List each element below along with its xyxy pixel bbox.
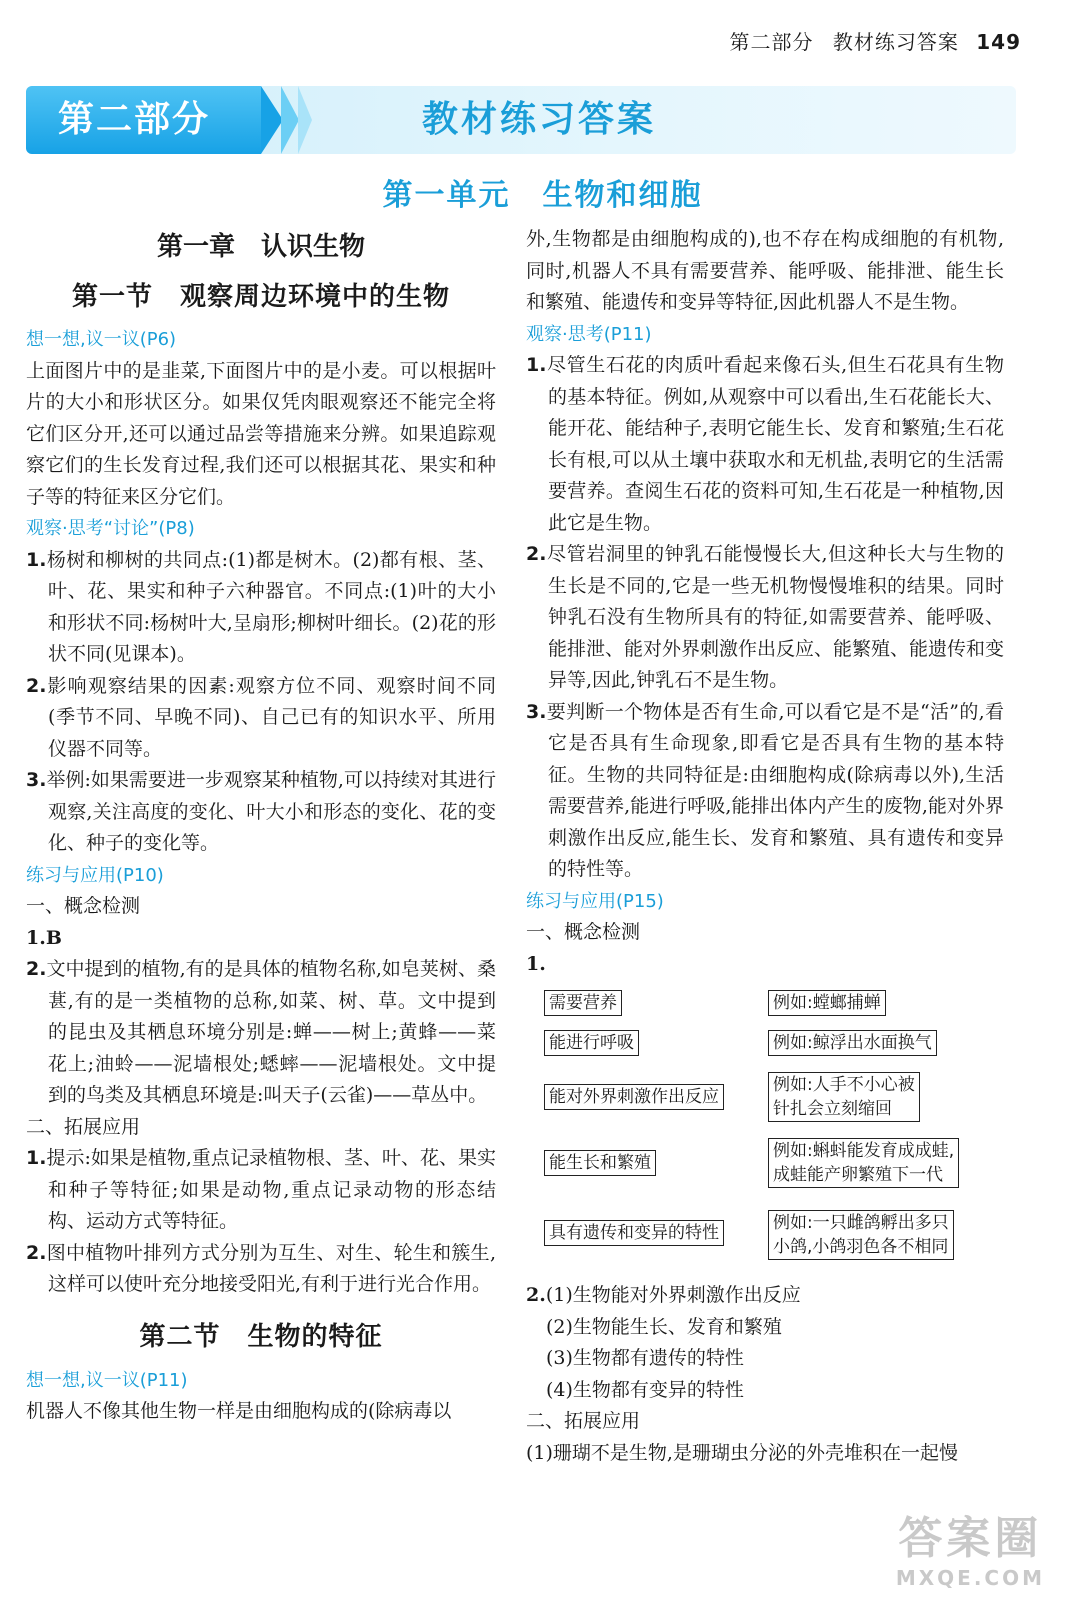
chapter-title: 第一章 认识生物 <box>156 232 365 262</box>
example-box: 例如:一只雌鸽孵出多只 小鸽,小鸽羽色各不相同 <box>768 1210 954 1260</box>
example-box: 例如:螳螂捕蝉 <box>768 990 886 1016</box>
page-number: 149 <box>976 30 1021 54</box>
feature-box: 能生长和繁殖 <box>544 1150 656 1176</box>
answer-item: 1. <box>526 952 546 975</box>
running-header <box>730 26 1021 55</box>
section-title: 第二节 生物的特征 <box>139 1321 383 1352</box>
watermark-url: MXQE.COM <box>895 1566 1045 1590</box>
subsection-heading: 想一想,议一议(P11) <box>26 1369 188 1391</box>
part-label: 一、概念检测 <box>26 895 141 917</box>
subsection-heading: 练习与应用(P10) <box>26 864 164 886</box>
subsection-heading: 观察·思考(P11) <box>526 323 652 345</box>
subsection-heading: 观察·思考“讨论”(P8) <box>26 518 195 539</box>
feature-box: 能对外界刺激作出反应 <box>544 1084 724 1110</box>
answer-item: 2.影响观察结果的因素:观察方位不同、观察时间不同(季节不同、早晚不同)、自己已有的知识水平、所用仪器不同等。 <box>26 674 496 760</box>
section-title: 第一节 观察周边环境中的生物 <box>71 282 450 312</box>
right-column <box>526 224 1004 1469</box>
answer-subitem: (3)生物都有遗传的特性 <box>546 1347 744 1369</box>
example-box: 例如:鲸浮出水面换气 <box>768 1030 937 1056</box>
example-box: 例如:人手不小心被 针扎会立刻缩回 <box>768 1072 920 1122</box>
answer-item: 3.举例:如果需要进一步观察某种植物,可以持续对其进行观察,关注高度的变化、叶大小和形态的变化、花的变化、种子的变化等。 <box>26 769 496 854</box>
answer-item: 2.尽管岩洞里的钟乳石能慢慢长大,但这种长大与生物的生长是不同的,它是一些无机物慢慢堆积的结果。同时钟乳石没有生物所具有的特征,如需要营养、能呼吸、能排泄、能对外界刺激作出反应、能繁殖、能遗传和变异等,因此,钟乳石不是生物。 <box>526 543 1005 691</box>
answer-item: 2.(1)生物能对外界刺激作出反应 <box>526 1284 801 1306</box>
answer-item: 1.B <box>26 926 62 949</box>
feature-box: 能进行呼吸 <box>544 1030 639 1056</box>
part-label: 二、拓展应用 <box>26 1115 141 1138</box>
subsection-heading: 想一想,议一议(P6) <box>26 329 177 350</box>
banner-part-label: 第二部分 <box>26 86 261 154</box>
subsection-heading: 练习与应用(P15) <box>526 890 664 912</box>
part-label: 一、概念检测 <box>526 921 641 943</box>
site-watermark <box>896 1502 1045 1590</box>
banner-title: 教材练习答案 <box>422 99 657 140</box>
answer-item: 1.尽管生石花的肉质叶看起来像石头,但生石花具有生物的基本特征。例如,从观察中可以看出,生石花能长大、能开花、能结种子,表明它能生长、发育和繁殖;生石花长有根,可以从土壤中获取水和无机盐,表明它的生活需要营养。查阅生石花的资料可知,生石花是一种植物,因此它是生物。 <box>526 354 1004 534</box>
answer-item: 1.提示:如果是植物,重点记录植物根、茎、叶、花、果实和种子等特征;如果是动物,重点记录动物的形态结构、运动方式等特征。 <box>26 1147 496 1232</box>
part-label: 二、拓展应用 <box>526 1410 641 1432</box>
header-part: 第二部分 <box>729 30 814 54</box>
matching-diagram <box>526 984 1004 1274</box>
chevron-icon <box>298 86 312 154</box>
answer-paragraph: 上面图片中的是韭菜,下面图片中的是小麦。可以根据叶片的大小和形状区分。如果仅凭肉眼观察还不能完全将它们区分开,还可以通过品尝等措施来分辨。如果追踪观察它们的生长发育过程,我们还可以根据其花、果实和种子等的特征来区分它们。 <box>26 359 496 508</box>
left-column <box>26 224 496 1428</box>
answer-paragraph: (1)珊瑚不是生物,是珊瑚虫分泌的外壳堆积在一起慢 <box>526 1441 958 1464</box>
answer-paragraph: 机器人不像其他生物一样是由细胞构成的(除病毒以 <box>26 1400 452 1422</box>
answer-subitem: (4)生物都有变异的特性 <box>546 1378 744 1401</box>
answer-item: 3.要判断一个物体是否有生命,可以看它是不是“活”的,看它是否具有生命现象,即看它是否具有生物的基本特征。生物的共同特征是:由细胞构成(除病毒以外),生活需要营养,能进行呼吸,能排出体内产生的废物,能对外界刺激作出反应,能生长、发育和繁殖、具有遗传和变异的特性等。 <box>526 700 1004 880</box>
answer-item: 2.文中提到的植物,有的是具体的植物名称,如皂荚树、桑葚,有的是一类植物的总称,如菜、树、草。文中提到的昆虫及其栖息环境分别是:蝉——树上;黄蜂——菜花上;油蛉——泥墙根处;蟋蟀——泥墙根处。文中提到的鸟类及其栖息环境是:叫天子(云雀)——草丛中。 <box>26 958 496 1106</box>
example-box: 例如:蝌蚪能发育成成蛙, 成蛙能产卵繁殖下一代 <box>768 1138 959 1188</box>
feature-box: 需要营养 <box>544 990 622 1016</box>
answer-subitem: (2)生物能生长、发育和繁殖 <box>546 1315 782 1338</box>
answer-item: 2.图中植物叶排列方式分别为互生、对生、轮生和簇生,这样可以使叶充分地接受阳光,有利于进行光合作用。 <box>26 1241 496 1295</box>
chevron-icon <box>281 86 299 154</box>
part-banner <box>26 86 1016 154</box>
unit-title: 第一单元 生物和细胞 <box>382 178 703 213</box>
answer-paragraph: 外,生物都是由细胞构成的),也不存在构成细胞的有机物,同时,机器人不具有需要营养、能呼吸、能排泄、能生长和繁殖、能遗传和变异等特征,因此机器人不是生物。 <box>526 228 1004 313</box>
watermark-logo: 答案圈 <box>898 1513 1043 1564</box>
feature-box: 具有遗传和变异的特性 <box>544 1220 724 1246</box>
header-title: 教材练习答案 <box>832 30 959 54</box>
chevron-icon <box>261 86 283 154</box>
answer-item: 1.杨树和柳树的共同点:(1)都是树木。(2)都有根、茎、叶、花、果实和种子六种器官。不同点:(1)叶的大小和形状不同:杨树叶大,呈扇形;柳树叶细长。(2)花的形状不同(见课本)。 <box>26 548 496 665</box>
